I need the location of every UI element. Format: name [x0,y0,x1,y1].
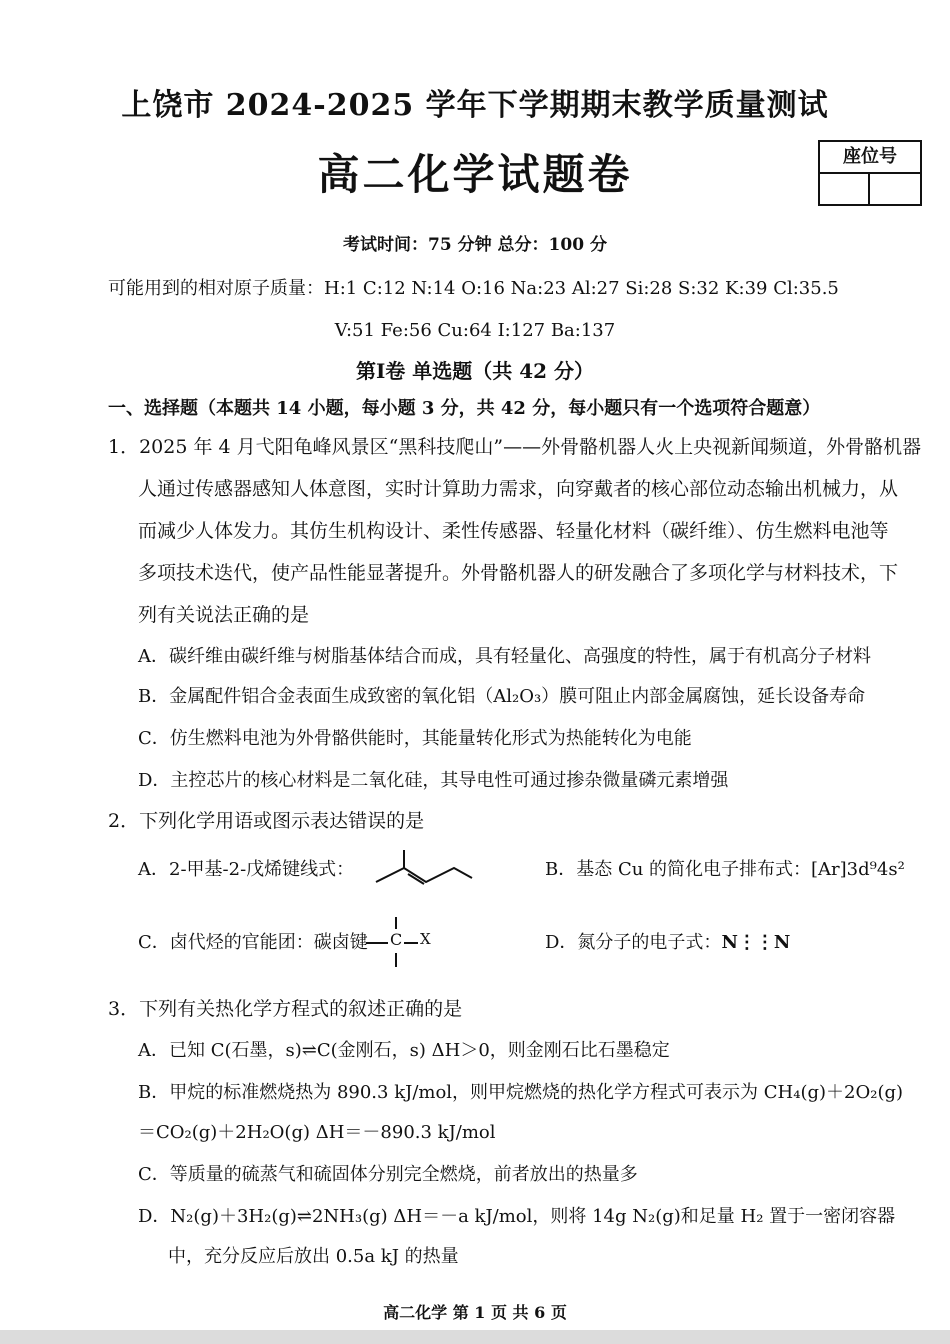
q1-line-2: 人通过传感器感知人体意图，实时计算助力需求，向穿戴者的核心部位动态输出机械力，从 [138,478,899,500]
atomic-masses-line-2: V:51 Fe:56 Cu:64 I:127 Ba:137 [334,320,616,341]
section-title: 一、选择题（本题共 14 小题，每小题 3 分，共 42 分，每小题只有一个选项符合题意） [108,398,821,419]
q2-option-c: C．卤代烃的官能团：碳卤键 [138,932,368,953]
q2-option-a-label: A．2-甲基-2-戊烯键线式： [138,859,355,880]
seat-number-label: 座位号 [820,142,920,174]
q1-line-4: 多项技术迭代，使产品性能显著提升。外骨骼机器人的研发融合了多项化学与材料技术，下 [138,562,899,584]
q1-line-5: 列有关说法正确的是 [138,604,310,626]
q1-option-c: C．仿生燃料电池为外骨骼供能时，其能量转化形式为热能转化为电能 [138,728,692,749]
halogen-atom-label: X [420,930,431,948]
q1-option-a: A．碳纤维由碳纤维与树脂基体结合而成，具有轻量化、高强度的特性，属于有机高分子材料 [138,646,871,667]
q3-option-d-line-1: D．N₂(g)＋3H₂(g)⇌2NH₃(g) ΔH＝－a kJ/mol，则将 14g N₂(g)和足量 H₂ 置于一密闭容器 [138,1206,896,1227]
q3-option-c: C．等质量的硫蒸气和硫固体分别完全燃烧，前者放出的热量多 [138,1164,638,1185]
footer-bar [0,1330,950,1344]
q3-option-b-line-1: B．甲烷的标准燃烧热为 890.3 kJ/mol，则甲烷燃烧的热化学方程式可表示为 CH₄(g)＋2O₂(g) [138,1082,904,1103]
nitrogen-electron-formula: N⋮⋮N [721,932,791,953]
part-title: 第Ⅰ卷 单选题（共 42 分） [355,359,595,383]
page-footer: 高二化学 第 1 页 共 6 页 [383,1303,567,1322]
q1-option-b: B．金属配件铝合金表面生成致密的氧化铝（Al₂O₃）膜可阻止内部金属腐蚀，延长设备寿命 [138,686,866,707]
q3-stem: 3．下列有关热化学方程式的叙述正确的是 [108,998,463,1020]
q2-option-b: B．基态 Cu 的简化电子排布式：[Ar]3d⁹4s² [545,859,905,880]
seat-number-box [818,140,922,206]
seat-cell-right [870,174,920,204]
seat-cell-left [820,174,870,204]
skeletal-formula-diagram [370,848,476,892]
carbon-halogen-structure [366,917,466,969]
q2-option-d: D．氮分子的电子式：N⋮⋮N [545,932,791,953]
q3-option-a: A．已知 C(石墨，s)⇌C(金刚石，s) ΔH＞0，则金刚石比石墨稳定 [138,1040,670,1061]
q1-line-3: 而减少人体发力。其仿生机构设计、柔性传感器、轻量化材料（碳纤维）、仿生燃料电池等 [138,520,889,542]
exam-info: 考试时间：75 分钟 总分：100 分 [343,235,607,255]
q3-option-d-line-2: 中，充分反应后放出 0.5a kJ 的热量 [168,1246,459,1267]
q1-option-d: D．主控芯片的核心材料是二氧化硅，其导电性可通过掺杂微量磷元素增强 [138,770,729,791]
q3-option-b-line-2: ＝CO₂(g)＋2H₂O(g) ΔH＝－890.3 kJ/mol [138,1122,496,1143]
exam-title: 上饶市 2024-2025 学年下学期期末教学质量测试 [121,88,829,123]
q1-line-1: 1．2025 年 4 月弋阳龟峰风景区“黑科技爬山”——外骨骼机器人火上央视新闻频道，外骨骼机器 [108,436,922,458]
atomic-masses-line-1: 可能用到的相对原子质量：H:1 C:12 N:14 O:16 Na:23 Al:27 Si:28 S:32 K:39 Cl:35.5 [108,278,839,299]
paper-title: 高二化学试题卷 [317,150,633,199]
q2-stem: 2．下列化学用语或图示表达错误的是 [108,810,425,832]
q2-option-a [138,852,354,888]
carbon-atom-label: C [390,930,403,949]
